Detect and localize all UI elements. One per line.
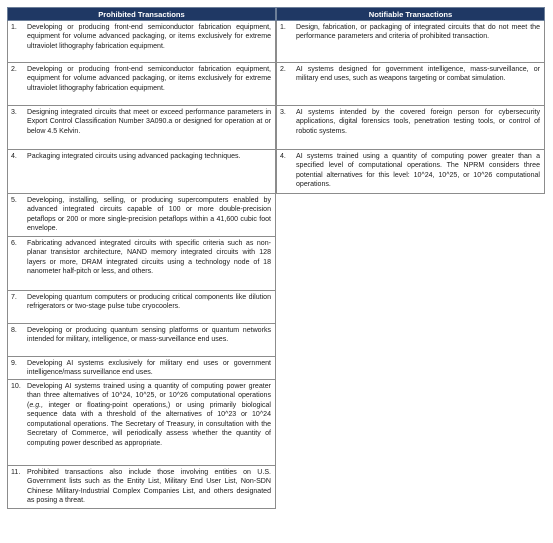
row-text: AI systems trained using a quantity of computing power greater than a specified level of computational operations. The NPRM considers three potential alternatives for this level: 10^24, 10^25, or 10^26 computational operations. <box>296 153 540 189</box>
row-text: Designing integrated circuits that meet or exceed performance parameters in Export Control Classification Number 3A090.a or designed for operation at or below 4.5 Kelvin. <box>27 109 271 135</box>
row-number: 1. <box>11 24 17 31</box>
prohibited-column <box>7 7 276 509</box>
row-number: 10. <box>11 383 21 390</box>
row-number: 3. <box>280 109 286 116</box>
row-text-part: Developing AI systems trained using a quantity of computing power greater than three alternatives of 10^24, 10^25, or 10^26 computational operations ( <box>27 383 271 409</box>
row-text: Developing quantum computers or producing critical components like dilution refrigerators or two-stage pulse tube cryocoolers. <box>27 294 271 311</box>
prohibited-row-11 <box>7 466 276 509</box>
row-number: 4. <box>280 153 286 160</box>
row-number: 11. <box>11 469 21 476</box>
row-text: AI systems designed for government intelligence, mass-surveillance, or military end uses, such as weapons targeting or combat simulation. <box>296 66 540 83</box>
row-number: 3. <box>11 109 17 116</box>
notifiable-column <box>276 7 545 194</box>
prohibited-row-1 <box>7 21 276 63</box>
row-number: 2. <box>280 66 286 73</box>
row-text: Developing AI systems exclusively for military end uses or government intelligence/mass surveillance end uses. <box>27 360 271 377</box>
row-text: Developing or producing front-end semiconductor fabrication equipment, equipment for volume advanced packaging, or items exclusively for extreme ultraviolet lithography fabrication equipment. <box>27 66 271 92</box>
row-text: Prohibited transactions also include those involving entities on U.S. Government lists such as the Entity List, Military End User List, Non-SDN Chinese Military-Industrial Complex Companies List, and others designated as posing a threat. <box>27 469 271 505</box>
notifiable-header: Notifiable Transactions <box>276 7 545 21</box>
prohibited-row-9 <box>7 357 276 380</box>
row-text: Developing or producing front-end semiconductor fabrication equipment, equipment for volume advanced packaging, or items exclusively for extreme ultraviolet lithography fabrication equipment. <box>27 24 271 50</box>
prohibited-header: Prohibited Transactions <box>7 7 276 21</box>
prohibited-row-2 <box>7 63 276 106</box>
row-number: 9. <box>11 360 17 367</box>
row-text: Design, fabrication, or packaging of integrated circuits that do not meet the performance parameters and criteria of prohibited transaction. <box>296 24 540 41</box>
row-number: 4. <box>11 153 17 160</box>
prohibited-row-10 <box>7 380 276 466</box>
prohibited-row-3 <box>7 106 276 150</box>
row-number: 8. <box>11 327 17 334</box>
row-text-part: integer or floating-point operations,) or using primarily biological sequence data with a threshold of the alternatives of 10^23 or 10^24 computational operations. The Secretary of Treasury, in consultation with the Secretary of Commerce, will periodically assess whether the quantity of computing power described as appropriate. <box>27 401 271 447</box>
notifiable-row-3 <box>276 106 545 150</box>
row-text: Fabricating advanced integrated circuits with specific criteria such as non-planar transistor architecture, NAND memory integrated circuits with 128 layers or more, DRAM integrated circuits using a technology node of 18 nanometer half-pitch or less, and others. <box>27 240 271 276</box>
prohibited-row-4 <box>7 150 276 194</box>
row-text: AI systems intended by the covered foreign person for cybersecurity applications, digital forensics tools, penetration testing tools, or control of robotic systems. <box>296 109 540 135</box>
notifiable-row-1 <box>276 21 545 63</box>
prohibited-row-7 <box>7 291 276 324</box>
row-text <box>25 380 275 465</box>
prohibited-row-8 <box>7 324 276 357</box>
row-text: Developing, installing, selling, or producing supercomputers enabled by advanced integrated circuits capable of 100 or more double-precision petaflops or 200 or more single-precision petaflops within a 41,600 cubic foot envelope. <box>27 197 271 233</box>
row-text: Packaging integrated circuits using advanced packaging techniques. <box>27 153 241 160</box>
row-number: 7. <box>11 294 17 301</box>
row-text: Developing or producing quantum sensing platforms or quantum networks intended for military, intelligence, or mass-surveillance end uses. <box>27 327 271 344</box>
prohibited-row-6 <box>7 237 276 291</box>
prohibited-row-5 <box>7 194 276 237</box>
transactions-table <box>7 7 545 509</box>
notifiable-row-2 <box>276 63 545 106</box>
notifiable-row-4 <box>276 150 545 194</box>
row-text-emphasis: e.g., <box>29 401 44 409</box>
row-number: 2. <box>11 66 17 73</box>
row-number: 5. <box>11 197 17 204</box>
row-number: 1. <box>280 24 286 31</box>
row-number: 6. <box>11 240 17 247</box>
